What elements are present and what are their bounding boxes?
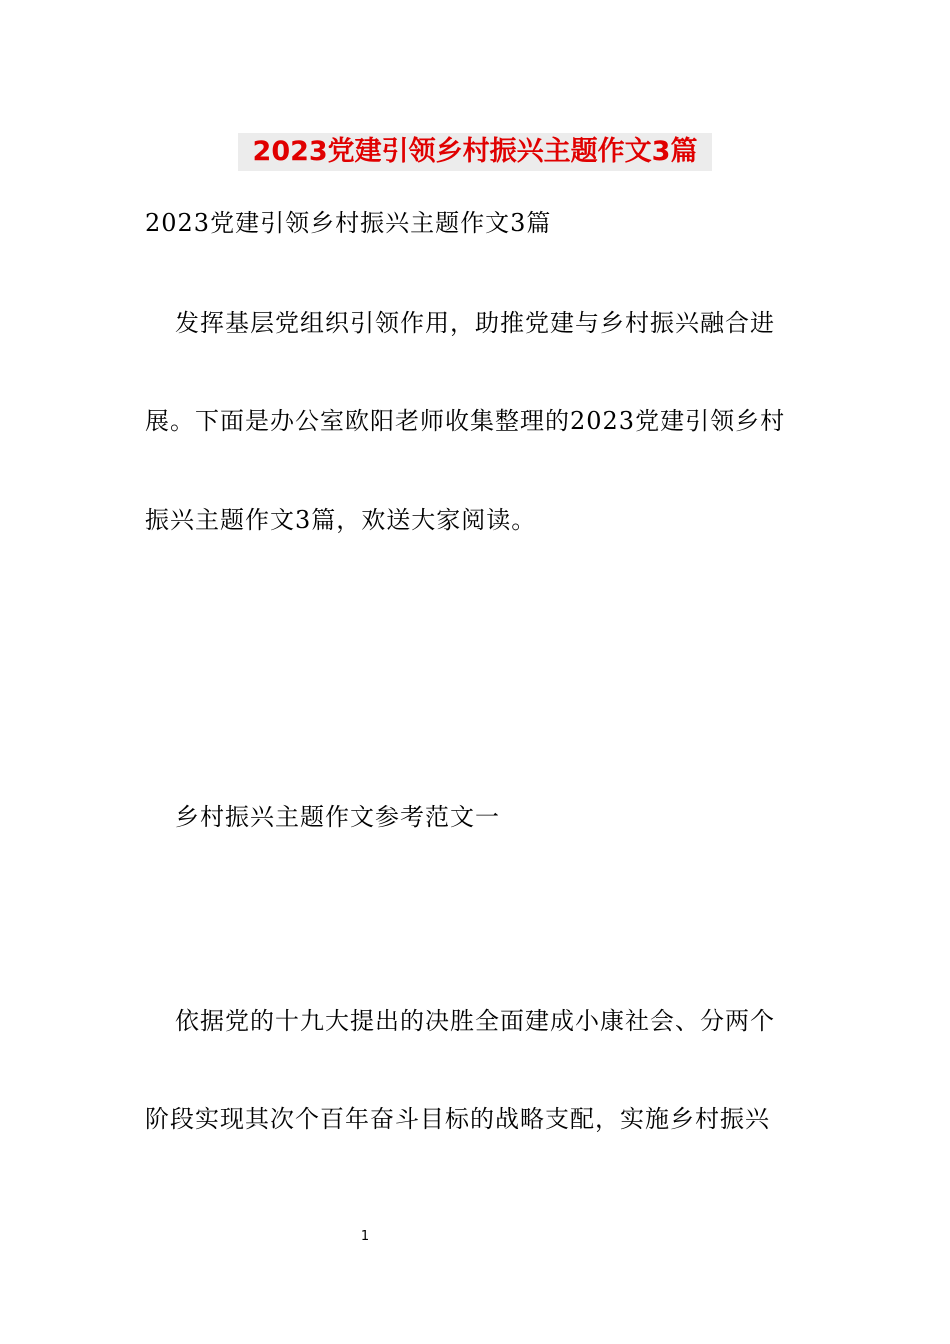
intro-line-1: 发挥基层党组织引领作用，助推党建与乡村振兴融合进 xyxy=(175,309,775,337)
intro-line-3: 振兴主题作文3篇，欢送大家阅读。 xyxy=(145,506,537,534)
page-number: 1 xyxy=(360,1229,370,1244)
document-title: 2023党建引领乡村振兴主题作文3篇 xyxy=(238,133,712,171)
body-line-1: 依据党的十九大提出的决胜全面建成小康社会、分两个 xyxy=(175,1007,775,1035)
body-line-2: 阶段实现其次个百年奋斗目标的战略支配，实施乡村振兴 xyxy=(145,1105,770,1133)
section-heading: 乡村振兴主题作文参考范文一 xyxy=(175,803,500,831)
intro-line-2: 展。下面是办公室欧阳老师收集整理的2023党建引领乡村 xyxy=(145,407,786,435)
document-subtitle: 2023党建引领乡村振兴主题作文3篇 xyxy=(145,209,552,237)
